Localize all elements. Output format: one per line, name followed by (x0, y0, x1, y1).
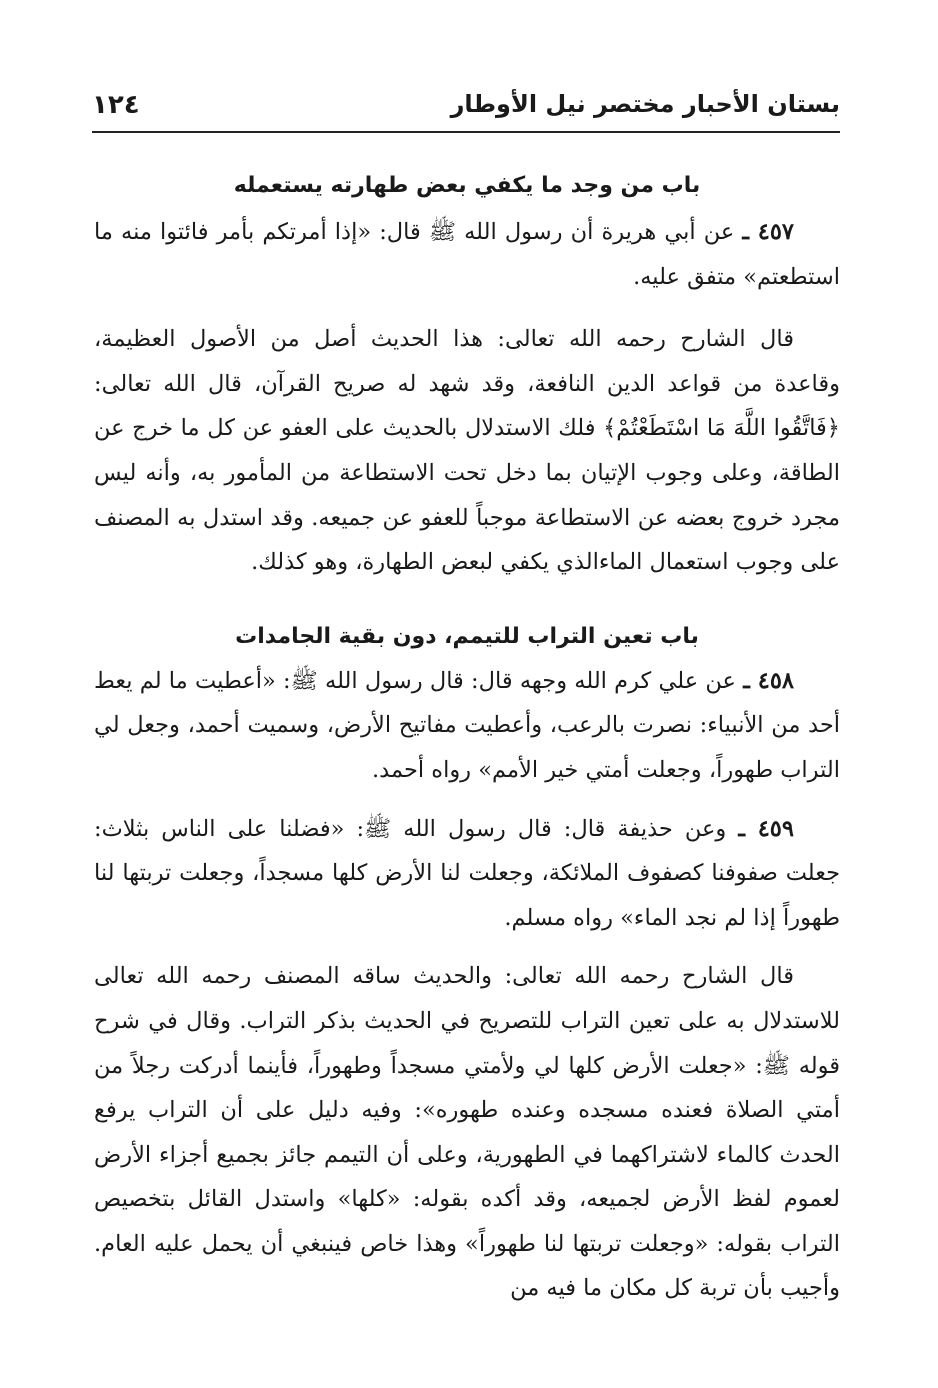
commentary-paragraph: قال الشارح رحمه الله تعالى: هذا الحديث أصل من الأصول العظيمة، وقاعدة من قواعد الدين النافعة، وقد شهد له صريح القرآن، قال الله تعالى: ﴿فَاتَّقُوا اللَّهَ مَا اسْتَطَعْتُمْ﴾ فلك الاستدلال بالحديث على العفو عن كل ما خرج عن الطاقة، وعلى وجوب الإتيان بما دخل تحت الاستطاعة من المأمور به، وأنه ليس مجرد خروج بعضه عن الاستطاعة موجباً للعفو عن جميعه. وقد استدل به المصنف على وجوب استعمال الماءالذي يكفي لبعض الطهارة، وهو كذلك. (94, 326, 840, 576)
running-header (92, 88, 840, 128)
chapter-heading: باب تعين التراب للتيمم، دون بقية الجامدات (235, 623, 699, 649)
commentary-paragraph: قال الشارح رحمه الله تعالى: والحديث ساقه المصنف رحمه الله تعالى للاستدلال به على تعين التراب للتصريح في الحديث بذكر التراب. وقال في شرح قوله ﷺ: «جعلت الأرض كلها لي ولأمتي مسجداً وطهوراً، فأينما أدركت رجلاً من أمتي الصلاة فعنده مسجده وعنده طهوره»: وفيه دليل على أن التراب يرفع الحدث كالماء لاشتراكهما في الطهورية، وعلى أن التيمم جائز بجميع أجزاء الأرض لعموم لفظ الأرض لجميعه، وقد أكده بقوله: «كلها» واستدل القائل بتخصيص التراب بقوله: «وجعلت تربتها لنا طهوراً» وهذا خاص فينبغي أن يحمل عليه العام. وأجيب بأن تربة كل مكان ما فيه من (94, 963, 840, 1302)
page-number: ١٢٤ (92, 90, 140, 120)
header-rule (92, 131, 840, 133)
hadith-number: ٤٥٨ ـ (743, 667, 794, 694)
hadith-number: ٤٥٧ ـ (742, 219, 794, 245)
hadith-text: عن علي كرم الله وجهه قال: قال رسول الله ﷺ: «أعطيت ما لم يعط أحد من الأنبياء: نصرت بالرعب، وأعطيت مفاتيح الأرض، وسميت أحمد، وجعل لي التراب طهوراً، وجعلت أمتي خير الأمم» رواه أحمد. (94, 667, 840, 783)
hadith-458 (94, 659, 840, 793)
hadith-text: عن أبي هريرة أن رسول الله ﷺ قال: «إذا أمرتكم بأمر فائتوا منه ما استطعتم» متفق عليه. (94, 219, 840, 290)
page-body (94, 168, 840, 1311)
hadith-text: وعن حذيفة قال: قال رسول الله ﷺ: «فضلنا على الناس بثلاث: جعلت صفوفنا كصفوف الملائكة، وجعلت لنا الأرض كلها مسجداً، وجعلت تربتها لنا طهوراً إذا لم نجد الماء» رواه مسلم. (94, 815, 840, 931)
book-title: بستان الأحبار مختصر نيل الأوطار (450, 90, 840, 118)
hadith-459 (94, 807, 840, 941)
hadith-457 (94, 210, 840, 299)
hadith-number: ٤٥٩ ـ (738, 815, 794, 842)
chapter-heading: باب من وجد ما يكفي بعض طهارته يستعمله (233, 173, 701, 198)
